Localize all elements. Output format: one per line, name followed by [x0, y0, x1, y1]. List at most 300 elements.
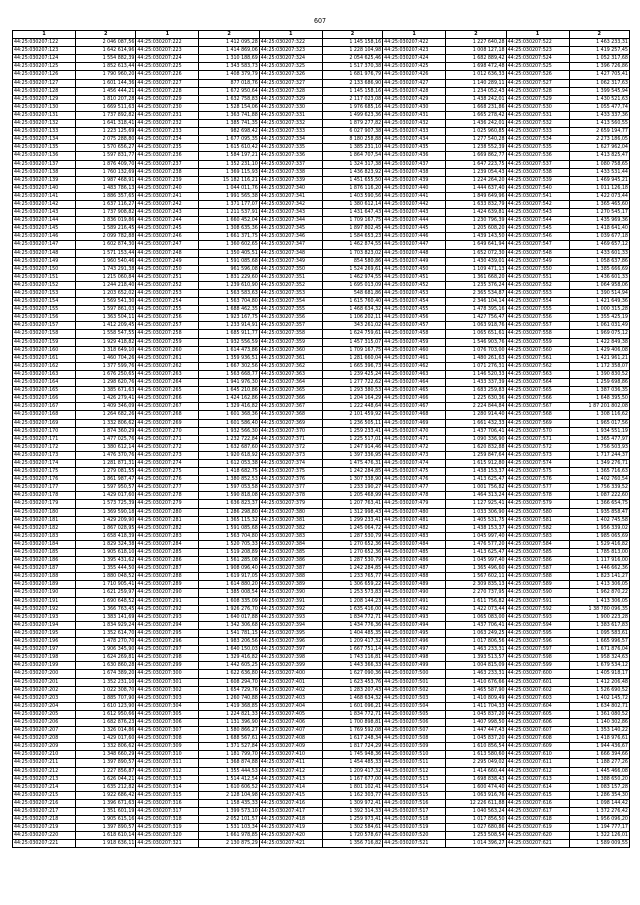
cadastral-number-cell: 44:25:030207:446 [383, 233, 446, 241]
value-cell: 2 128 104,98 [199, 791, 259, 799]
value-cell: 1 885 707,90 [76, 694, 136, 702]
cadastral-number-cell: 44:25:030207:333 [259, 128, 322, 136]
cadastral-number-cell: 44:25:030207:367 [259, 403, 322, 411]
value-cell: 1 685 911,77 [199, 330, 259, 338]
cadastral-number-cell: 44:25:030207:568 [506, 411, 569, 419]
cadastral-number-cell: 44:25:030207:515 [383, 791, 446, 799]
value-cell: 1 402 745,58 [569, 516, 629, 524]
cadastral-number-cell: 44:25:030207:476 [383, 476, 446, 484]
table-row [13, 783, 630, 791]
cadastral-number-cell: 44:25:030207:487 [383, 565, 446, 573]
value-cell: 1 905 615,16 [76, 816, 136, 824]
cadastral-number-cell: 44:25:030207:575 [506, 468, 569, 476]
value-cell: 1 614 880,20 [199, 581, 259, 589]
value-cell: 1 447 447,43 [446, 727, 506, 735]
value-cell: 1 932 566,30 [199, 427, 259, 435]
cadastral-number-cell: 44:25:030207:418 [259, 816, 322, 824]
cadastral-number-cell: 44:25:030207:374 [259, 459, 322, 467]
cadastral-number-cell: 44:25:030207:307 [136, 727, 199, 735]
value-cell: 1 352 231,10 [199, 160, 259, 168]
cadastral-number-cell: 44:25:030207:311 [136, 759, 199, 767]
cadastral-number-cell: 44:25:030207:347 [259, 241, 322, 249]
cadastral-number-cell: 44:25:030207:580 [506, 508, 569, 516]
value-cell: 1 769 592,08 [322, 727, 382, 735]
table-row [13, 678, 630, 686]
value-cell: 1 076 703,00 [446, 346, 506, 354]
value-cell: 1 580 866,27 [199, 727, 259, 735]
value-cell: 2 054 625,46 [322, 55, 382, 63]
cadastral-number-cell: 44:25:030207:298 [136, 654, 199, 662]
value-cell: 1 688 462,35 [199, 306, 259, 314]
cadastral-number-cell: 44:25:030207:356 [259, 314, 322, 322]
value-cell: 1 528 154,06 [199, 103, 259, 111]
value-cell: 1 935 858,47 [569, 508, 629, 516]
header-row [13, 31, 630, 39]
value-cell: 1 429 017,60 [76, 492, 136, 500]
cadastral-number-cell: 44:25:030207:175 [13, 468, 76, 476]
value-cell: 1 437 706,41 [446, 427, 506, 435]
cadastral-number-cell: 44:25:030207:353 [259, 290, 322, 298]
cadastral-number-cell: 44:25:030207:435 [383, 144, 446, 152]
cadastral-number-cell: 44:25:030207:612 [506, 767, 569, 775]
cadastral-number-cell: 44:25:030207:544 [506, 217, 569, 225]
cadastral-number-cell: 44:25:030207:132 [13, 120, 76, 128]
cadastral-number-cell: 44:25:030207:299 [136, 662, 199, 670]
value-cell: 1 012 636,33 [446, 71, 506, 79]
cadastral-number-cell: 44:25:030207:151 [13, 273, 76, 281]
value-cell: 1 834 929,24 [76, 621, 136, 629]
value-cell: 1 438 153,37 [446, 524, 506, 532]
cadastral-value-table [12, 30, 630, 848]
value-cell: 1 621 259,97 [76, 589, 136, 597]
value-cell: 2 224 844,84 [446, 403, 506, 411]
cadastral-number-cell: 44:25:030207:591 [506, 597, 569, 605]
cadastral-number-cell: 44:25:030207:332 [259, 120, 322, 128]
value-cell: 1 188 277,26 [569, 759, 629, 767]
value-cell: 1 446 662,36 [569, 565, 629, 573]
cadastral-number-cell: 44:25:030207:249 [136, 257, 199, 265]
cadastral-number-cell: 44:25:030207:461 [383, 354, 446, 362]
cadastral-number-cell: 44:25:030207:148 [13, 249, 76, 257]
cadastral-number-cell: 44:25:030207:473 [383, 451, 446, 459]
cadastral-number-cell: 44:25:030207:141 [13, 192, 76, 200]
cadastral-number-cell: 44:25:030207:569 [506, 419, 569, 427]
cadastral-number-cell: 44:25:030207:578 [506, 492, 569, 500]
value-cell: 1 342 306,68 [199, 621, 259, 629]
cadastral-number-cell: 44:25:030207:524 [506, 55, 569, 63]
value-cell: 1 956 096,20 [569, 816, 629, 824]
value-cell: 1 431 647,43 [322, 209, 382, 217]
cadastral-number-cell: 44:25:030207:535 [506, 144, 569, 152]
value-cell: 1 38 780 096,35 [569, 605, 629, 613]
value-cell: 1 612 053,38 [199, 459, 259, 467]
cadastral-number-cell: 44:25:030207:243 [136, 209, 199, 217]
cadastral-number-cell: 44:25:030207:386 [259, 557, 322, 565]
value-cell: 1 396 671,63 [76, 799, 136, 807]
value-cell: 1 260 740,88 [199, 694, 259, 702]
value-cell: 1 591 085,68 [199, 524, 259, 532]
cadastral-number-cell: 44:25:030207:605 [506, 710, 569, 718]
cadastral-number-cell: 44:25:030207:407 [259, 727, 322, 735]
cadastral-number-cell: 44:25:030207:595 [506, 629, 569, 637]
cadastral-number-cell: 44:25:030207:447 [383, 241, 446, 249]
value-cell: 1 876 116,20 [322, 184, 382, 192]
cadastral-number-cell: 44:25:030207:604 [506, 702, 569, 710]
cadastral-number-cell: 44:25:030207:288 [136, 573, 199, 581]
value-cell: 1 359 936,51 [199, 354, 259, 362]
value-cell: 1 302 584,61 [322, 824, 382, 832]
value-cell: 1 433 337,36 [569, 111, 629, 119]
cadastral-number-cell: 44:25:030207:415 [259, 791, 322, 799]
cadastral-number-cell: 44:25:030207:500 [383, 670, 446, 678]
cadastral-number-cell: 44:25:030207:441 [383, 192, 446, 200]
value-cell: 2 130 875,29 [199, 840, 259, 848]
cadastral-number-cell: 44:25:030207:281 [136, 516, 199, 524]
value-cell: 1 831 229,60 [199, 273, 259, 281]
cadastral-number-cell: 44:25:030207:167 [13, 403, 76, 411]
value-cell: 1 145 158,16 [322, 87, 382, 95]
value-cell: 1 146 520,33 [446, 370, 506, 378]
cadastral-number-cell: 44:25:030207:352 [259, 281, 322, 289]
value-cell: 1 674 389,20 [76, 670, 136, 678]
value-cell: 1 451 655,50 [322, 176, 382, 184]
value-cell: 1 897 802,45 [322, 225, 382, 233]
cadastral-number-cell: 44:25:030207:395 [259, 629, 322, 637]
cadastral-number-cell: 44:25:030207:537 [506, 160, 569, 168]
cadastral-number-cell: 44:25:030207:227 [136, 79, 199, 87]
value-cell: 1 634 802,71 [569, 702, 629, 710]
cadastral-number-cell: 44:25:030207:474 [383, 459, 446, 467]
value-cell: 2 270 737,95 [446, 589, 506, 597]
value-cell: 1 352 231,10 [76, 678, 136, 686]
cadastral-number-cell: 44:25:030207:255 [136, 306, 199, 314]
cadastral-number-cell: 44:25:030207:440 [383, 184, 446, 192]
value-cell: 1 464 313,24 [446, 492, 506, 500]
value-cell: 1 956 339,02 [569, 524, 629, 532]
cadastral-number-cell: 44:25:030207:589 [506, 581, 569, 589]
value-cell: 1 145 158,16 [322, 39, 382, 47]
cadastral-number-cell: 44:25:030207:280 [136, 508, 199, 516]
table-row [13, 516, 630, 524]
value-cell: 1 369 590,18 [76, 508, 136, 516]
value-cell: 1 399 573,10 [199, 808, 259, 816]
table-row [13, 79, 630, 87]
value-cell: 1 944 436,67 [569, 743, 629, 751]
table-row [13, 524, 630, 532]
value-cell: 1 308 635,36 [199, 225, 259, 233]
cadastral-number-cell: 44:25:030207:291 [136, 597, 199, 605]
cadastral-number-cell: 44:25:030207:266 [136, 395, 199, 403]
value-cell: 1 682 889,42 [446, 55, 506, 63]
value-cell: 1 355 444,53 [199, 767, 259, 775]
value-cell: 1 558 547,55 [76, 330, 136, 338]
value-cell: 1 380 612,14 [76, 443, 136, 451]
value-cell: 1 922 686,42 [76, 791, 136, 799]
value-cell: 1 690 648,52 [76, 597, 136, 605]
value-cell: 1 040 563,24 [446, 808, 506, 816]
value-cell: 1 390 514,94 [569, 290, 629, 298]
cadastral-number-cell: 44:25:030207:430 [383, 103, 446, 111]
value-cell: 1 698 838,43 [446, 775, 506, 783]
cadastral-number-cell: 44:25:030207:174 [13, 459, 76, 467]
value-cell: 1 703 823,02 [322, 249, 382, 257]
cadastral-number-cell: 44:25:030207:284 [136, 540, 199, 548]
value-cell: 1 669 862,77 [446, 152, 506, 160]
cadastral-number-cell: 44:25:030207:570 [506, 427, 569, 435]
table-row [13, 573, 630, 581]
cadastral-number-cell: 44:25:030207:258 [136, 330, 199, 338]
value-cell: 1 426 279,41 [76, 395, 136, 403]
value-cell: 1 597 950,57 [76, 484, 136, 492]
cadastral-number-cell: 44:25:030207:523 [506, 47, 569, 55]
cadastral-number-cell: 44:25:030207:220 [13, 832, 76, 840]
value-cell: 1 434 776,36 [322, 621, 382, 629]
cadastral-number-cell: 44:25:030207:335 [259, 144, 322, 152]
value-cell: 1 563 583,63 [199, 290, 259, 298]
value-cell: 1 106 202,11 [322, 314, 382, 322]
value-cell: 1 352 614,70 [76, 629, 136, 637]
cadastral-number-cell: 44:25:030207:531 [506, 111, 569, 119]
table-row [13, 168, 630, 176]
cadastral-number-cell: 44:25:030207:240 [136, 184, 199, 192]
cadastral-number-cell: 44:25:030207:292 [136, 605, 199, 613]
cadastral-number-cell: 44:25:030207:233 [136, 128, 199, 136]
value-cell: 1 259 698,86 [569, 379, 629, 387]
cadastral-number-cell: 44:25:030207:601 [506, 678, 569, 686]
value-cell: 1 879 277,82 [322, 120, 382, 128]
cadastral-number-cell: 44:25:030207:230 [136, 103, 199, 111]
cadastral-number-cell: 44:25:030207:318 [136, 816, 199, 824]
cadastral-number-cell: 44:25:030207:252 [136, 281, 199, 289]
cadastral-number-cell: 44:25:030207:153 [13, 290, 76, 298]
cadastral-number-cell: 44:25:030207:615 [506, 791, 569, 799]
cadastral-number-cell: 44:25:030207:602 [506, 686, 569, 694]
value-cell: 1 027 680,86 [446, 824, 506, 832]
cadastral-number-cell: 44:25:030207:496 [383, 638, 446, 646]
table-row [13, 184, 630, 192]
cadastral-number-cell: 44:25:030207:213 [13, 775, 76, 783]
value-cell: 1 140 289,11 [446, 79, 506, 87]
value-cell: 2 273 186,05 [569, 136, 629, 144]
cadastral-number-cell: 44:25:030207:188 [13, 573, 76, 581]
cadastral-number-cell: 44:25:030207:619 [506, 824, 569, 832]
cadastral-number-cell: 44:25:030207:314 [136, 783, 199, 791]
value-cell: 1 640 150,03 [199, 646, 259, 654]
cadastral-number-cell: 44:25:030207:586 [506, 557, 569, 565]
value-cell: 1 480 261,63 [446, 354, 506, 362]
value-cell: 2 346 104,14 [446, 298, 506, 306]
cadastral-number-cell: 44:25:030207:296 [136, 638, 199, 646]
cadastral-number-cell: 44:25:030207:520 [383, 832, 446, 840]
value-cell: 1 356 716,82 [322, 840, 382, 848]
value-cell: 1 366 654,75 [569, 500, 629, 508]
value-cell: 1 430 439,01 [446, 257, 506, 265]
value-cell: 1 413 306,05 [569, 581, 629, 589]
value-cell: 1 033 306,90 [446, 508, 506, 516]
value-cell: 1 610 856,54 [446, 743, 506, 751]
cadastral-number-cell: 44:25:030207:499 [383, 662, 446, 670]
value-cell: 1 287 530,79 [322, 557, 382, 565]
cadastral-number-cell: 44:25:030207:546 [506, 233, 569, 241]
cadastral-number-cell: 44:25:030207:510 [383, 751, 446, 759]
cadastral-number-cell: 44:25:030207:486 [383, 557, 446, 565]
cadastral-number-cell: 44:25:030207:519 [383, 824, 446, 832]
value-cell: 1 597 831,77 [76, 152, 136, 160]
cadastral-number-cell: 44:25:030207:391 [259, 597, 322, 605]
value-cell: 1 622 636,80 [199, 670, 259, 678]
value-cell: 1 140 302,86 [569, 718, 629, 726]
cadastral-number-cell: 44:25:030207:607 [506, 727, 569, 735]
col-header: 1 [259, 31, 322, 39]
cadastral-number-cell: 44:25:030207:556 [506, 314, 569, 322]
value-cell: 1 422 073,44 [446, 605, 506, 613]
col-header: 2 [199, 31, 259, 39]
cadastral-number-cell: 44:25:030207:254 [136, 298, 199, 306]
cadastral-number-cell: 44:25:030207:205 [13, 710, 76, 718]
cadastral-number-cell: 44:25:030207:598 [506, 654, 569, 662]
cadastral-number-cell: 44:25:030207:272 [136, 443, 199, 451]
value-cell: 1 211 537,91 [199, 209, 259, 217]
cadastral-number-cell: 44:25:030207:259 [136, 338, 199, 346]
value-cell: 1 589 216,45 [76, 225, 136, 233]
table-row [13, 192, 630, 200]
value-cell: 1 601 586,40 [199, 419, 259, 427]
cadastral-number-cell: 44:25:030207:553 [506, 290, 569, 298]
cadastral-number-cell: 44:25:030207:618 [506, 816, 569, 824]
cadastral-number-cell: 44:25:030207:512 [383, 767, 446, 775]
value-cell: 1 353 140,22 [569, 727, 629, 735]
value-cell: 1 478 270,70 [76, 638, 136, 646]
table-row [13, 840, 630, 848]
cadastral-number-cell: 44:25:030207:393 [259, 613, 322, 621]
cadastral-number-cell: 44:25:030207:542 [506, 200, 569, 208]
value-cell: 1 627 090,36 [322, 670, 382, 678]
value-cell: 1 065 083,00 [446, 613, 506, 621]
value-cell: 1 062 317,63 [569, 79, 629, 87]
cadastral-number-cell: 44:25:030207:257 [136, 322, 199, 330]
cadastral-number-cell: 44:25:030207:172 [13, 443, 76, 451]
value-cell: 1 563 668,77 [199, 370, 259, 378]
value-cell: 1 396 726,86 [569, 63, 629, 71]
value-cell: 1 608 335,09 [199, 597, 259, 605]
cadastral-number-cell: 44:25:030207:410 [259, 751, 322, 759]
cadastral-number-cell: 44:25:030207:566 [506, 395, 569, 403]
value-cell: 1 363 741,88 [199, 111, 259, 119]
cadastral-number-cell: 44:25:030207:389 [259, 581, 322, 589]
cadastral-number-cell: 44:25:030207:207 [13, 727, 76, 735]
table-row [13, 322, 630, 330]
value-cell: 1 245 064,72 [322, 524, 382, 532]
value-cell: 2 117 023,08 [322, 95, 382, 103]
cadastral-number-cell: 44:25:030207:530 [506, 103, 569, 111]
cadastral-number-cell: 44:25:030207:368 [259, 411, 322, 419]
value-cell: 1 412 209,45 [76, 322, 136, 330]
value-cell: 1 025 960,85 [446, 128, 506, 136]
cadastral-number-cell: 44:25:030207:321 [136, 840, 199, 848]
value-cell: 1 008 127,18 [446, 47, 506, 55]
value-cell: 1 286 354,30 [569, 791, 629, 799]
value-cell: 1 167 677,00 [322, 775, 382, 783]
value-cell: 1 277 722,62 [322, 379, 382, 387]
table-row [13, 354, 630, 362]
cadastral-number-cell: 44:25:030207:136 [13, 152, 76, 160]
value-cell: 1 546 903,76 [446, 338, 506, 346]
table-row [13, 281, 630, 289]
cadastral-number-cell: 44:25:030207:268 [136, 411, 199, 419]
value-cell: 1 920 618,92 [199, 451, 259, 459]
value-cell: 1 849 649,96 [446, 192, 506, 200]
table-row [13, 476, 630, 484]
value-cell: 1 436 601,33 [569, 273, 629, 281]
value-cell: 1 613 580,60 [446, 751, 506, 759]
value-cell: 1 063 916,76 [446, 791, 506, 799]
cadastral-number-cell: 44:25:030207:450 [383, 265, 446, 273]
cadastral-number-cell: 44:25:030207:276 [136, 476, 199, 484]
cadastral-number-cell: 44:25:030207:583 [506, 532, 569, 540]
value-cell: 1 608 294,70 [199, 678, 259, 686]
cadastral-number-cell: 44:25:030207:142 [13, 200, 76, 208]
value-cell: 1 348 660,29 [76, 751, 136, 759]
value-cell: 1 045 837,20 [446, 735, 506, 743]
value-cell: 1 065 651,61 [446, 330, 506, 338]
cadastral-number-cell: 44:25:030207:348 [259, 249, 322, 257]
value-cell: 1 361 080,52 [569, 710, 629, 718]
value-cell: 1 801 102,41 [322, 783, 382, 791]
table-row [13, 686, 630, 694]
table-row [13, 435, 630, 443]
value-cell: 1 983 206,56 [199, 638, 259, 646]
value-cell: 1 429 209,90 [76, 516, 136, 524]
value-cell: 1 468 634,32 [322, 694, 382, 702]
value-cell: 1 717 244,37 [569, 451, 629, 459]
cadastral-number-cell: 44:25:030207:301 [136, 678, 199, 686]
value-cell: 1 329 416,82 [199, 403, 259, 411]
table-row [13, 799, 630, 807]
cadastral-number-cell: 44:25:030207:159 [13, 338, 76, 346]
cadastral-number-cell: 44:25:030207:189 [13, 581, 76, 589]
page-number: 607 [313, 17, 327, 25]
cadastral-number-cell: 44:25:030207:379 [259, 500, 322, 508]
value-cell: 1 422 849,38 [569, 338, 629, 346]
value-cell: 1 463 233,31 [446, 646, 506, 654]
cadastral-number-cell: 44:25:030207:490 [383, 589, 446, 597]
cadastral-number-cell: 44:25:030207:492 [383, 605, 446, 613]
cadastral-number-cell: 44:25:030207:543 [506, 209, 569, 217]
value-cell: 1 377 599,76 [76, 362, 136, 370]
cadastral-number-cell: 44:25:030207:196 [13, 638, 76, 646]
cadastral-number-cell: 44:25:030207:330 [259, 103, 322, 111]
value-cell: 1 962 870,22 [569, 589, 629, 597]
value-cell: 1 743 116,81 [322, 654, 382, 662]
cadastral-number-cell: 44:25:030207:584 [506, 540, 569, 548]
value-cell: 1 371 527,84 [199, 743, 259, 751]
value-cell: 1 366 763,45 [76, 605, 136, 613]
cadastral-number-cell: 44:25:030207:621 [506, 840, 569, 848]
table-row [13, 176, 630, 184]
value-cell: 1 624 269,81 [76, 654, 136, 662]
value-cell: 1 413 625,47 [446, 476, 506, 484]
cadastral-number-cell: 44:25:030207:203 [13, 694, 76, 702]
value-cell: 961 596,08 [199, 265, 259, 273]
cadastral-number-cell: 44:25:030207:593 [506, 613, 569, 621]
cadastral-number-cell: 44:25:030207:215 [13, 791, 76, 799]
value-cell: 1 444 637,40 [446, 184, 506, 192]
table-row [13, 508, 630, 516]
cadastral-number-cell: 44:25:030207:342 [259, 200, 322, 208]
cadastral-number-cell: 44:25:030207:592 [506, 605, 569, 613]
value-cell: 1 383 617,83 [569, 621, 629, 629]
table-row [13, 557, 630, 565]
